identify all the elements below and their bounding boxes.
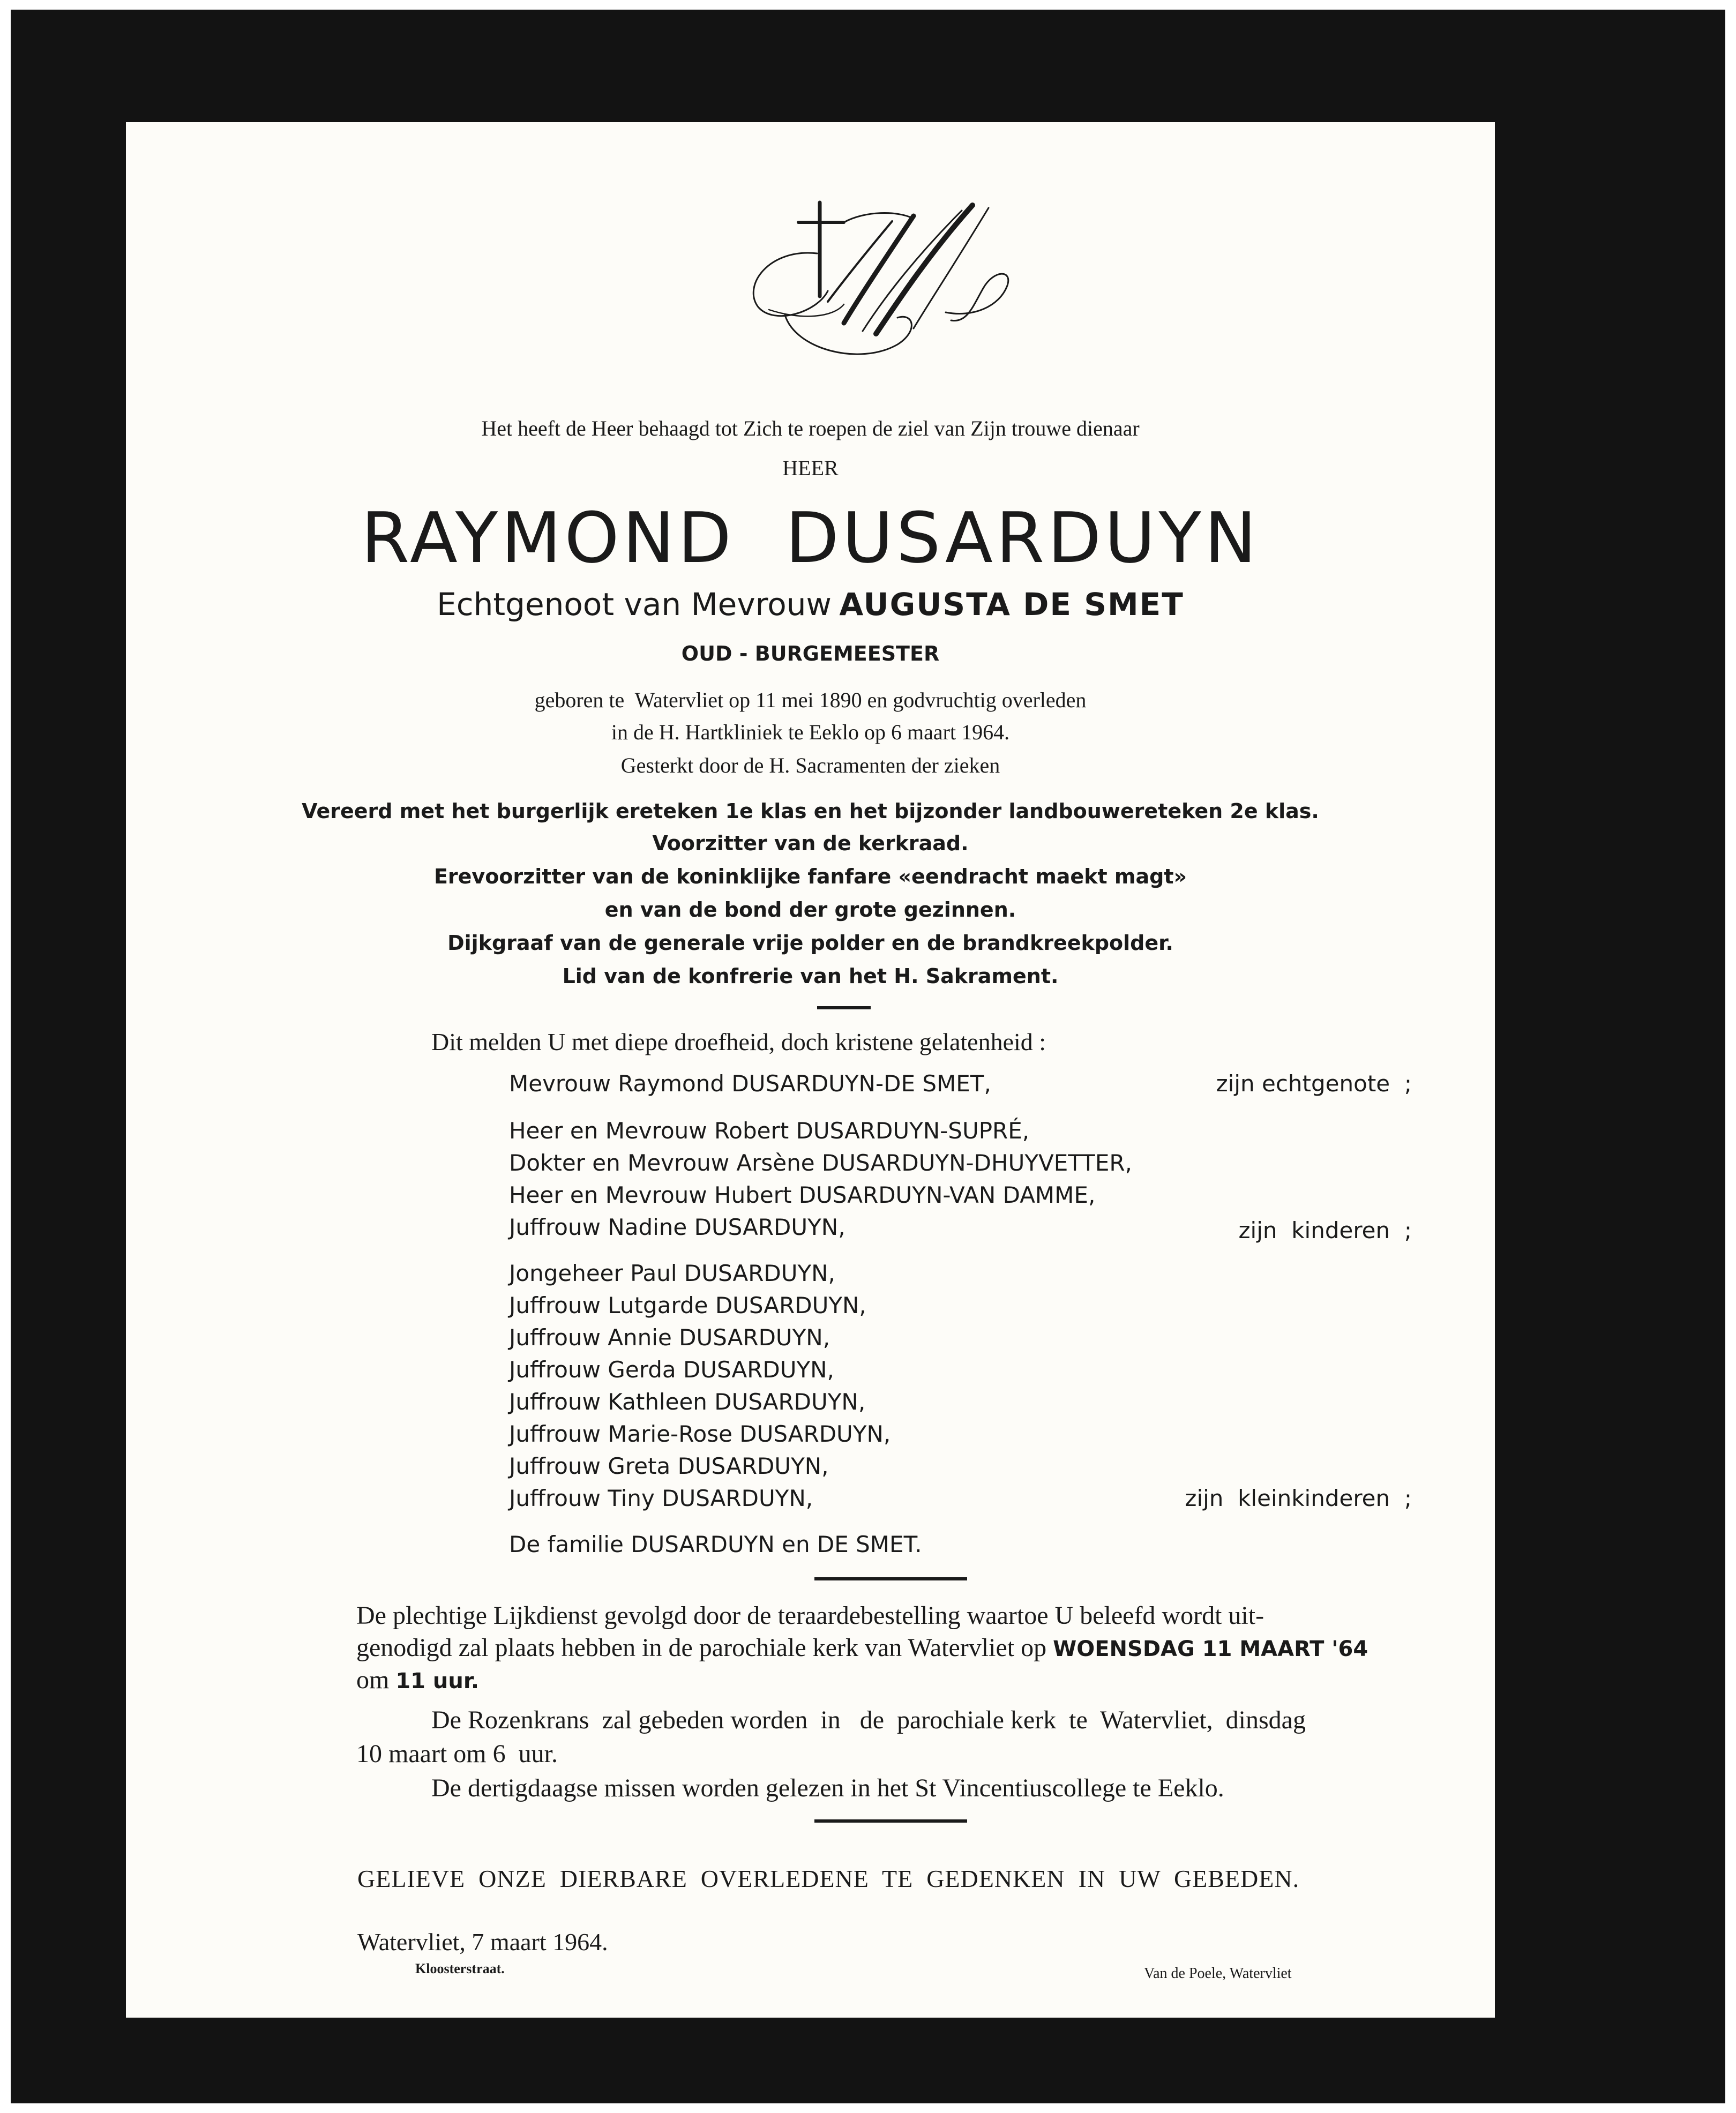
service-line-1: De plechtige Lijkdienst gevolgd door de teraardebestelling waartoe U beleefd wordt uit- [356, 1601, 1264, 1630]
cross-monogram-icon [737, 189, 1058, 395]
grandchild-1: Jongeheer Paul DUSARDUYN, [509, 1260, 835, 1286]
mourners-intro: Dit melden U met diepe droefheid, doch kristene gelatenheid : [431, 1028, 1046, 1055]
grandchild-3: Juffrouw Annie DUSARDUYN, [509, 1324, 830, 1351]
honor-line-4: en van de bond der grote gezinnen. [604, 898, 1016, 921]
grandchild-6: Juffrouw Marie-Rose DUSARDUYN, [509, 1421, 891, 1447]
grandchildren-relation: zijn kleinkinderen ; [1185, 1485, 1412, 1511]
title-badge: OUD - BURGEMEESTER [681, 642, 940, 665]
honor-line-1: Vereerd met het burgerlijk ereteken 1e klas en het bijzonder landbouwereteken 2e klas. [302, 799, 1319, 823]
children-relation: zijn kinderen ; [1238, 1217, 1412, 1243]
child-4: Juffrouw Nadine DUSARDUYN, [509, 1214, 845, 1240]
honor-line-3: Erevoorzitter van de koninklijke fanfare «eendracht maekt magt» [433, 865, 1187, 888]
masses-line: De dertigdaagse missen worden gelezen in het St Vincentiuscollege te Eeklo. [431, 1774, 1224, 1802]
deceased-name: RAYMOND DUSARDUYN [361, 497, 1260, 579]
divider-2 [814, 1577, 967, 1580]
grandchild-2: Juffrouw Lutgarde DUSARDUYN, [509, 1292, 866, 1318]
street: Kloosterstraat. [415, 1961, 505, 1976]
death-notice-card [126, 122, 1495, 2018]
printer: Van de Poele, Watervliet [1144, 1965, 1292, 1982]
spouse-mourner: Mevrouw Raymond DUSARDUYN-DE SMET, [509, 1070, 991, 1097]
spouse-name: AUGUSTA DE SMET [839, 586, 1184, 623]
service-line-2-text: genodigd zal plaats hebben in de parochiale kerk van Watervliet op [356, 1634, 1053, 1662]
child-3: Heer en Mevrouw Hubert DUSARDUYN-VAN DAMME, [509, 1182, 1096, 1208]
honor-line-2: Voorzitter van de kerkraad. [652, 831, 969, 855]
honor-line-6: Lid van de konfrerie van het H. Sakrament. [562, 964, 1059, 988]
service-line-2 [356, 1633, 1368, 1662]
family-line: De familie DUSARDUYN en DE SMET. [509, 1531, 922, 1557]
child-2: Dokter en Mevrouw Arsène DUSARDUYN-DHUYVETTER, [509, 1150, 1132, 1176]
grandchild-7: Juffrouw Greta DUSARDUYN, [509, 1453, 829, 1479]
service-line-3 [356, 1665, 479, 1695]
divider-1 [817, 1006, 871, 1009]
child-1: Heer en Mevrouw Robert DUSARDUYN-SUPRÉ, [509, 1118, 1030, 1144]
spouse-prefix: Echtgenoot van Mevrouw [437, 586, 832, 623]
spouse-relation: zijn echtgenote ; [1216, 1070, 1412, 1097]
divider-3 [814, 1819, 967, 1823]
intro-text: Het heeft de Heer behaagd tot Zich te roepen de ziel van Zijn trouwe dienaar [481, 416, 1140, 440]
prayer-request: GELIEVE ONZE DIERBARE OVERLEDENE TE GEDENKEN IN UW GEBEDEN. [357, 1865, 1300, 1892]
mourning-border [11, 10, 1725, 2103]
spouse-line [126, 586, 1495, 623]
grandchild-5: Juffrouw Kathleen DUSARDUYN, [509, 1389, 866, 1415]
place-date: Watervliet, 7 maart 1964. [357, 1928, 608, 1955]
honor-line-5: Dijkgraaf van de generale vrije polder en de brandkreekpolder. [447, 931, 1173, 955]
bio-line-3: Gesterkt door de H. Sacramenten der zieken [620, 753, 1000, 777]
service-time: 11 uur. [395, 1669, 480, 1694]
service-line-3-text: om [356, 1666, 396, 1694]
bio-line-2: in de H. Hartkliniek te Eeklo op 6 maart 1964. [611, 720, 1010, 744]
honorific: HEER [782, 456, 839, 480]
bio-line-1: geboren te Watervliet op 11 mei 1890 en godvruchtig overleden [534, 688, 1087, 712]
rosary-line-1: De Rozenkrans zal gebeden worden in de parochiale kerk te Watervliet, dinsdag [431, 1706, 1306, 1734]
grandchild-8: Juffrouw Tiny DUSARDUYN, [509, 1485, 813, 1511]
rosary-line-2: 10 maart om 6 uur. [356, 1740, 558, 1768]
service-date: WOENSDAG 11 MAART '64 [1053, 1637, 1368, 1661]
grandchild-4: Juffrouw Gerda DUSARDUYN, [509, 1357, 834, 1383]
